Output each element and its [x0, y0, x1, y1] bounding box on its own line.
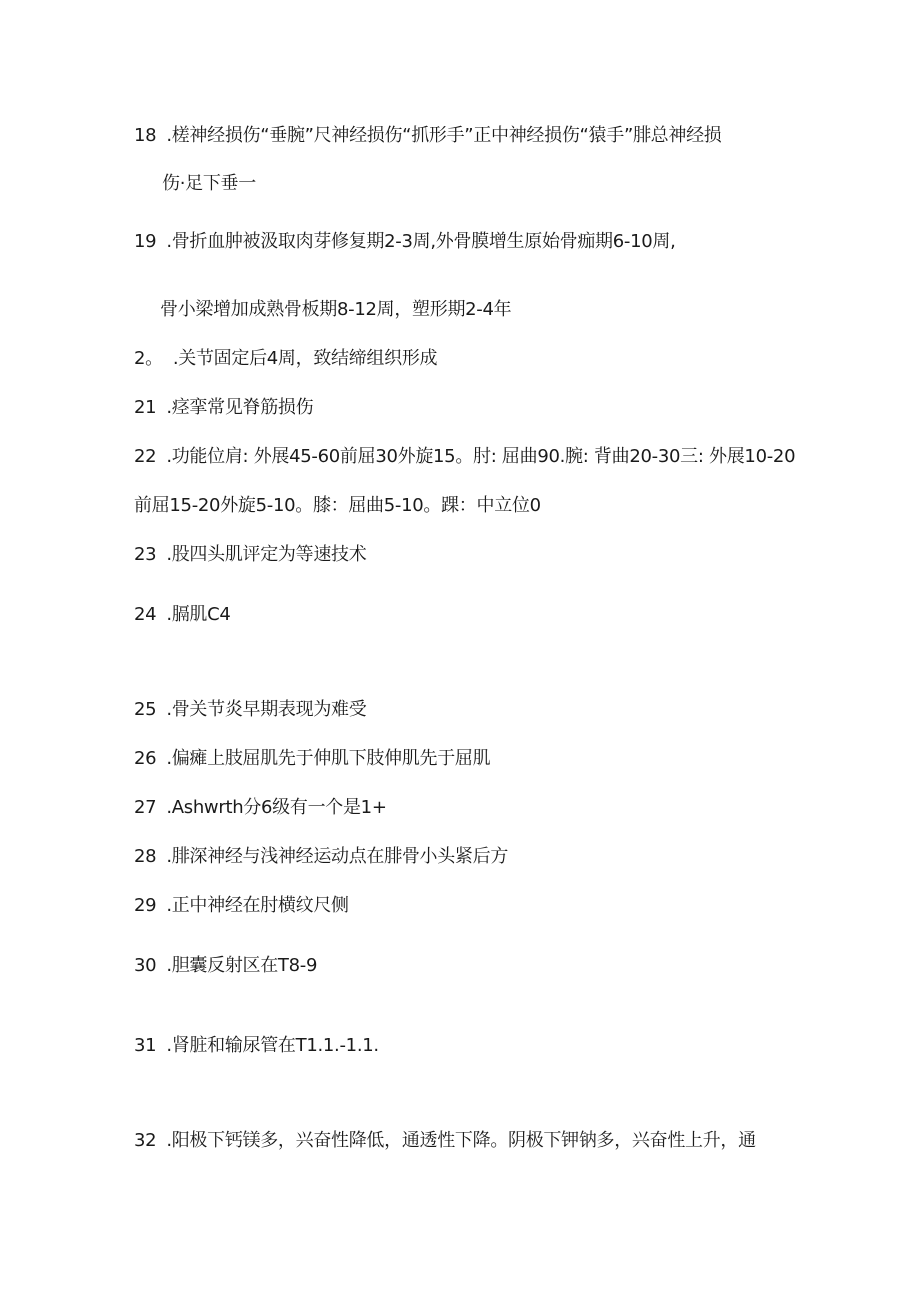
- item-text: .肾脏和输尿管在T1.1.-1.1.: [166, 1035, 379, 1056]
- item-text: .股四头肌评定为等速技术: [166, 544, 367, 565]
- item-text: .关节固定后4周，致结缔组织形成: [172, 348, 438, 369]
- item-number: 29: [134, 895, 157, 916]
- item-text: .阳极下钙镁多，兴奋性降低，通透性下降。阴极下钾钠多，兴奋性上升，通: [166, 1130, 756, 1151]
- list-item-23: [134, 543, 366, 567]
- list-item-20: [134, 347, 437, 371]
- list-item-29: [134, 894, 349, 918]
- list-item-25: [134, 698, 366, 722]
- list-item-24: [134, 603, 231, 627]
- item-number: 31: [134, 1035, 157, 1056]
- item-number: 26: [134, 748, 157, 769]
- item-number: 27: [134, 797, 157, 818]
- list-item-22-continuation: 前屈15-20外旋5-10。膝：屈曲5-10。踝：中立位0: [134, 495, 541, 516]
- list-item-31: [134, 1034, 379, 1058]
- list-item-18: [134, 124, 721, 148]
- item-text: .骨关节炎早期表现为难受: [166, 699, 367, 720]
- item-number: 21: [134, 397, 157, 418]
- list-item-22: [134, 445, 795, 469]
- item-text: .槎神经损伤“垂腕”尺神经损伤“抓形手”正中神经损伤“猿手”腓总神经损: [166, 125, 722, 146]
- item-text: .偏瘫上肢屈肌先于伸肌下肢伸肌先于屈肌: [166, 748, 491, 769]
- item-text: .功能位肩: 外展45-60前屈30外旋15。肘: 屈曲90.腕: 背曲20-30三: 外展10-20: [166, 446, 796, 467]
- list-item-21: [134, 396, 313, 420]
- list-item-30: [134, 954, 317, 978]
- item-text: .正中神经在肘横纹尺侧: [166, 895, 349, 916]
- item-number: 19: [134, 231, 157, 252]
- item-number: 23: [134, 544, 157, 565]
- item-number: 30: [134, 955, 157, 976]
- item-text: .膈肌C4: [166, 604, 231, 625]
- item-text: .腓深神经与浅神经运动点在腓骨小头紧后方: [166, 846, 509, 867]
- list-item-28: [134, 845, 508, 869]
- list-item-19: [134, 230, 676, 254]
- item-number: 32: [134, 1130, 157, 1151]
- list-item-32: [134, 1129, 756, 1153]
- item-text: .痉挛常见脊筋损伤: [166, 397, 314, 418]
- item-number: 18: [134, 125, 157, 146]
- list-item-19-continuation: 骨小梁增加成熟骨板期8-12周，塑形期2-4年: [160, 299, 512, 320]
- item-number: 22: [134, 446, 157, 467]
- list-item-27: [134, 796, 387, 820]
- item-number: 2。: [134, 348, 163, 369]
- item-text: .胆囊反射区在T8-9: [166, 955, 318, 976]
- item-number: 28: [134, 846, 157, 867]
- item-number: 25: [134, 699, 157, 720]
- item-text: .骨折血肿被汲取肉芽修复期2-3周,外骨膜增生原始骨痂期6-10周,: [166, 231, 676, 252]
- item-text: .Ashwrth分6级有一个是1+: [166, 797, 387, 818]
- list-item-18-continuation: 伤·足下垂一: [162, 173, 256, 194]
- list-item-26: [134, 747, 490, 771]
- item-number: 24: [134, 604, 157, 625]
